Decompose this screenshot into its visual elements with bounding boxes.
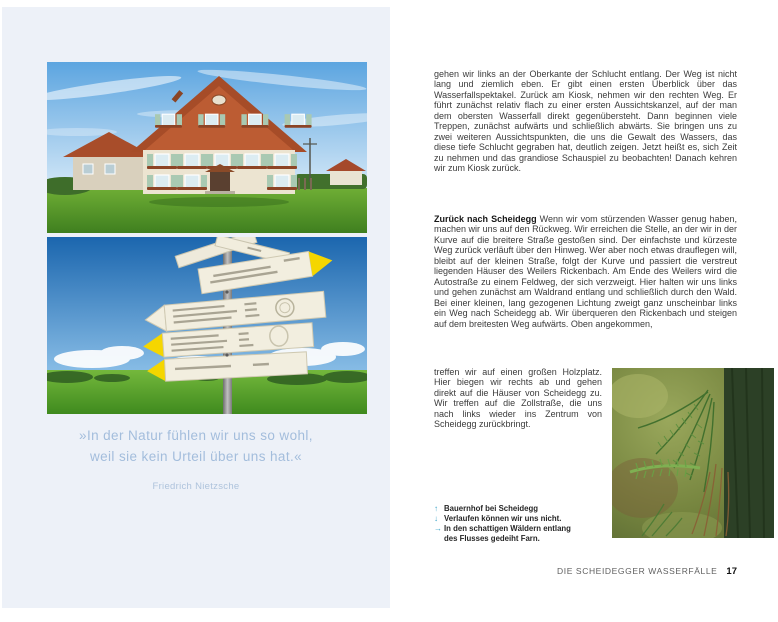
- caption-text: Verlaufen können wir uns nicht.: [444, 514, 562, 524]
- section-text-wide: Wenn wir vom stürzenden Wasser genug haben, machen wir uns auf den Rückweg. Wir erreichen die Stelle, an der wir in der Kurve auf die breitere Straße gestoßen sind. Der einfachste und kürzeste Weg zurück verläuft über den Hinweg. Wer aber noch etwas drauflegen will, bleibt auf der kleinen Straße, folgt der Kurve und passiert die verstreut liegenden Häuser des Weilers Rickenbach. Am Ende des Weilers wird die Autostraße zu einem Feldweg, der sich verzweigt. Hier halten wir uns links und gehen zunächst am Waldrand entlang und schließlich durch den Wald. Bei einer kleinen, lang gezogenen Lichtung zweigt ganz unscheinbar links ein Weg nach Scheidegg ab. Wir überqueren den Rickenbach und steigen auf dem breitesten Weg aufwärts. Oben angekommen,: [434, 214, 737, 329]
- caption-row: [434, 514, 584, 524]
- page-right: [390, 0, 778, 622]
- caption-row: [434, 524, 584, 543]
- page-footer: [557, 566, 737, 577]
- body-paragraph-3: treffen wir auf einen großen Holzplatz. Hier biegen wir rechts ab und gehen direkt auf die Häuser von Scheidegg zu. Wir treffen auf die Zollstraße, die uns nach links wieder ins Zentrum von Scheidegg zurückbringt.: [434, 367, 602, 430]
- caption-row: [434, 504, 584, 514]
- body-paragraph-2: [434, 214, 737, 329]
- farmhouse-illustration: [47, 62, 367, 233]
- fern-photo: [612, 368, 774, 538]
- fern-illustration: [612, 368, 774, 538]
- quote-line-1: »In der Natur fühlen wir uns so wohl,: [79, 428, 313, 443]
- photo-captions: [434, 504, 584, 544]
- page-left: [2, 7, 390, 608]
- farmhouse-photo: [47, 62, 367, 233]
- signpost-illustration: [47, 237, 367, 414]
- body-paragraph-1: gehen wir links an der Oberkante der Schlucht entlang. Der Weg ist nicht lang und ziemlich eben. Er gibt einen ersten Überblick über das Wasserfallspektakel. Zurück am Kiosk, nehmen wir den rechten Weg. Er führt zunächst relativ flach zu einer ersten Aussichtskanzel, auf der man dem obersten Wasserfall direkt gegenübersteht. Dann beginnen viele Treppen, zunächst aufwärts und schließlich abwärts. Sie bringen uns zu zwei weiteren Aussichtspunkten, die uns die Gewalt des Wassers, das diese tiefe Schlucht gegraben hat, deutlich zeigen. Jetzt heißt es, sich Zeit zu nehmen und das grandiose Schauspiel zu beobachten! Danach kehren wir zum Kiosk zurück.: [434, 69, 737, 174]
- right-arrow-icon: →: [434, 524, 442, 534]
- caption-text: In den schattigen Wäldern entlang des Flusses gedeiht Farn.: [444, 524, 571, 543]
- section-heading: Zurück nach Scheidegg: [434, 214, 537, 224]
- quote-line-2: weil sie kein Urteil über uns hat.«: [89, 449, 303, 464]
- footer-page-number: 17: [726, 566, 737, 577]
- quote-attribution: Friedrich Nietzsche: [152, 481, 240, 492]
- caption-text: Bauernhof bei Scheidegg: [444, 504, 539, 513]
- down-arrow-icon: ↓: [434, 514, 438, 524]
- up-arrow-icon: ↑: [434, 504, 438, 513]
- signpost-photo: [47, 237, 367, 414]
- footer-chapter-title: DIE SCHEIDEGGER WASSERFÄLLE: [557, 566, 718, 576]
- nature-quote: [36, 425, 356, 497]
